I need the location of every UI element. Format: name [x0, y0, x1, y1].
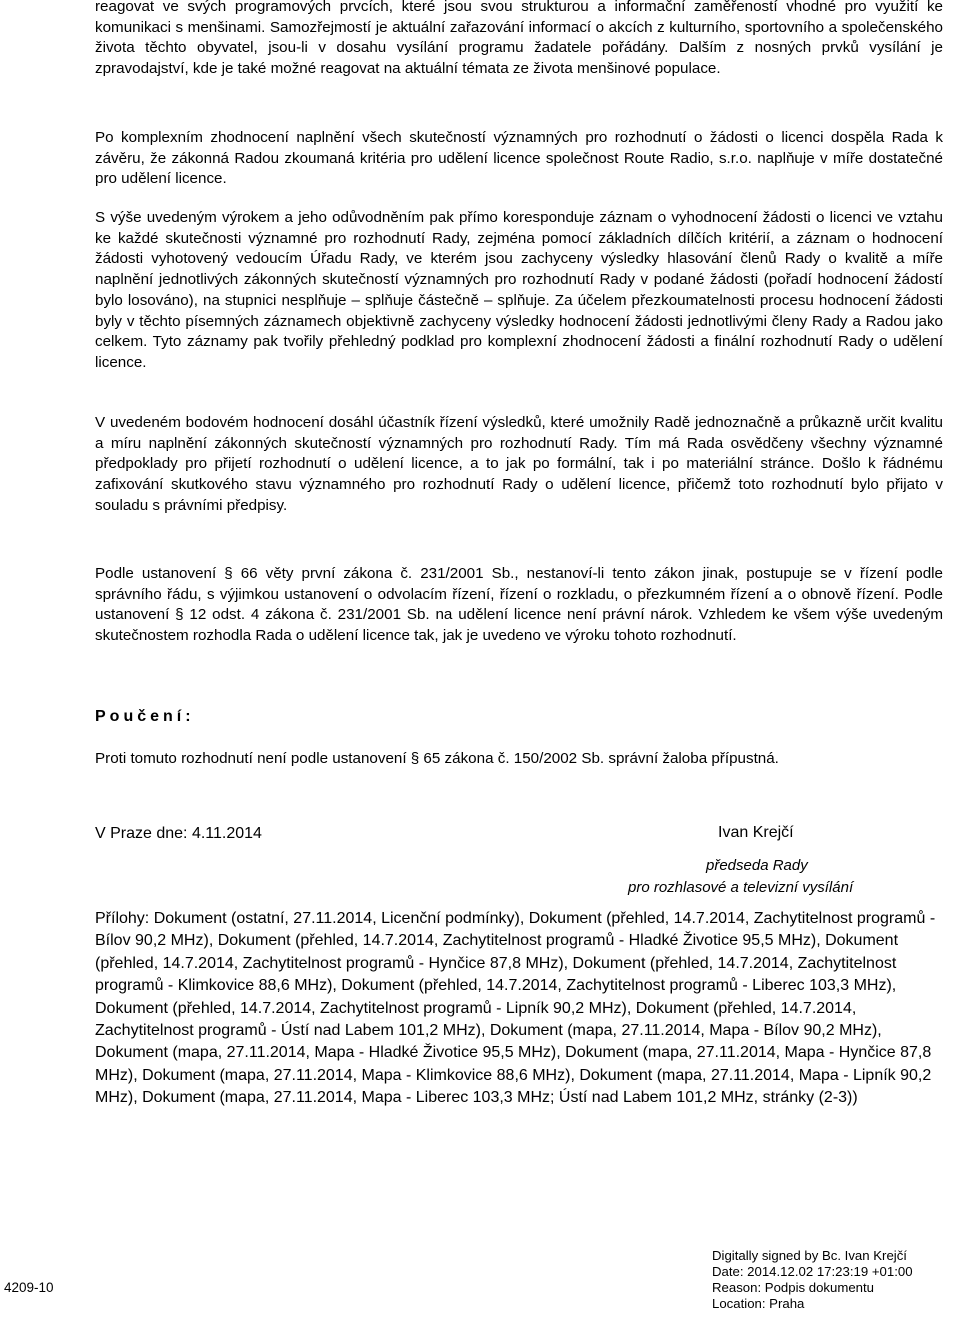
document-number: 4209-10	[4, 1280, 54, 1295]
digital-signature-location: Location: Praha	[712, 1296, 805, 1311]
paragraph-bodove-hodnoceni: V uvedeném bodovém hodnocení dosáhl účastník řízení výsledků, které umožnily Radě jednoznačně a průkazně určit kvalitu a míru naplnění zákonných skutečností významných pro rozhodnutí Rady. Tím má Rada osvědčeny všechny významné předpoklady pro přijetí rozhodnutí o udělení licence, a to jak po formální, tak i po materiální stránce. Došlo k řádnému zafixování skutkového stavu významného pro rozhodnutí Rady o udělení licence, přičemž toto rozhodnutí bylo přijato v souladu s právními předpisy.	[95, 414, 943, 514]
paragraph-zaznam-vyhodnoceni: S výše uvedeným výrokem a jeho odůvodněním pak přímo koresponduje záznam o vyhodnocení žádosti o licenci ve vztahu ke každé skutečnosti významné pro rozhodnutí Rady, zejména pomocí základních dílčích kritérií, a záznam o hodnocení žádosti vyhotovený vedoucím Úřadu Rady, ve kterém jsou zachyceny výsledky hlasování členů Rady o kvalitě a míře naplnění jednotlivých zákonných skutečností významných pro rozhodnutí Rady v podané žádosti (pořadí hodnocení žádostí bylo losováno), na stupnici nesplňuje – splňuje částečně – splňuje. Za účelem přezkoumatelnosti procesu hodnocení žádosti byly v těchto písemných záznamech objektivně zachyceny výsledky hodnocení žádosti jednotlivými členy Rady a Radou jako celkem. Tyto záznamy pak tvořily přehledný podklad pro komplexní zhodnocení žádosti a finální rozhodnutí Rady o udělení licence.	[95, 209, 943, 371]
digital-signature-block	[712, 1248, 913, 1312]
place-date: V Praze dne: 4.11.2014	[95, 825, 262, 842]
paragraph-menšiny: reagovat ve svých programových prvcích, které jsou svou strukturou a informační zaměřeností vhodné pro využití ke komunikaci s menšinami. Samozřejmostí je aktuální zařazování informací o akcích z kulturního, sportovního a společenského života těchto obyvatel, jsou-li v dosahu vysílání programu žadatele pořádány. Dalším z nosných prvků vysílání je zpravodajství, kde je také možné reagovat na aktuální témata ze života menšinové populace.	[95, 0, 943, 78]
digital-signature-reason: Reason: Podpis dokumentu	[712, 1280, 875, 1295]
paragraph-ustanoveni: Podle ustanovení § 66 věty první zákona č. 231/2001 Sb., nestanoví-li tento zákon jinak, postupuje se v řízení podle správního řádu, s výjimkou ustanovení o odvolacím řízení, řízení o rozkladu, o přezkumném řízení a o obnově řízení. Podle ustanovení § 12 odst. 4 zákona č. 231/2001 Sb. na udělení licence není právní nárok. Vzhledem ke všem výše uvedeným skutečnostem rozhodla Rada o udělení licence tak, jak je uvedeno ve výroku tohoto rozhodnutí.	[95, 565, 943, 645]
instruction-text: Proti tomuto rozhodnutí není podle ustanovení § 65 zákona č. 150/2002 Sb. správní žaloba přípustná.	[95, 750, 779, 767]
instruction-heading: Poučení:	[95, 708, 195, 725]
digital-signature-date: Date: 2014.12.02 17:23:19 +01:00	[712, 1264, 913, 1279]
digital-signature-signer: Digitally signed by Bc. Ivan Krejčí	[712, 1248, 907, 1263]
attachments-list: Přílohy: Dokument (ostatní, 27.11.2014, Licenční podmínky), Dokument (přehled, 14.7.2014, Zachytitelnost programů - Bílov 90,2 MHz), Dokument (přehled, 14.7.2014, Zachytitelnost programů - Hladké Životice 95,5 MHz), Dokument (přehled, 14.7.2014, Zachytitelnost programů - Hynčice 87,8 MHz), Dokument (přehled, 14.7.2014, Zachytitelnost programů - Klimkovice 88,6 MHz), Dokument (přehled, 14.7.2014, Zachytitelnost programů - Liberec 103,3 MHz), Dokument (přehled, 14.7.2014, Zachytitelnost programů - Lipník 90,2 MHz), Dokument (přehled, 14.7.2014, Zachytitelnost programů - Ústí nad Labem 101,2 MHz), Dokument (mapa, 27.11.2014, Mapa - Bílov 90,2 MHz), Dokument (mapa, 27.11.2014, Mapa - Hladké Životice 95,5 MHz), Dokument (mapa, 27.11.2014, Mapa - Hynčice 87,8 MHz), Dokument (mapa, 27.11.2014, Mapa - Klimkovice 88,6 MHz), Dokument (mapa, 27.11.2014, Mapa - Lipník 90,2 MHz), Dokument (mapa, 27.11.2014, Mapa - Liberec 103,3 MHz; Ústí nad Labem 101,2 MHz, stránky (2-3))	[95, 910, 936, 1107]
paragraph-zhodnoceni: Po komplexním zhodnocení naplnění všech skutečností významných pro rozhodnutí o žádosti o licenci dospěla Rada k závěru, že zákonná Radou zkoumaná kritéria pro udělení licence společnost Route Radio, s.r.o. naplňuje v míře dostatečné pro udělení licence.	[95, 129, 943, 188]
signatory-name: Ivan Krejčí	[718, 824, 794, 841]
signatory-role-line1: předseda Rady	[706, 857, 808, 874]
signatory-role-line2: pro rozhlasové a televizní vysílání	[628, 879, 854, 896]
